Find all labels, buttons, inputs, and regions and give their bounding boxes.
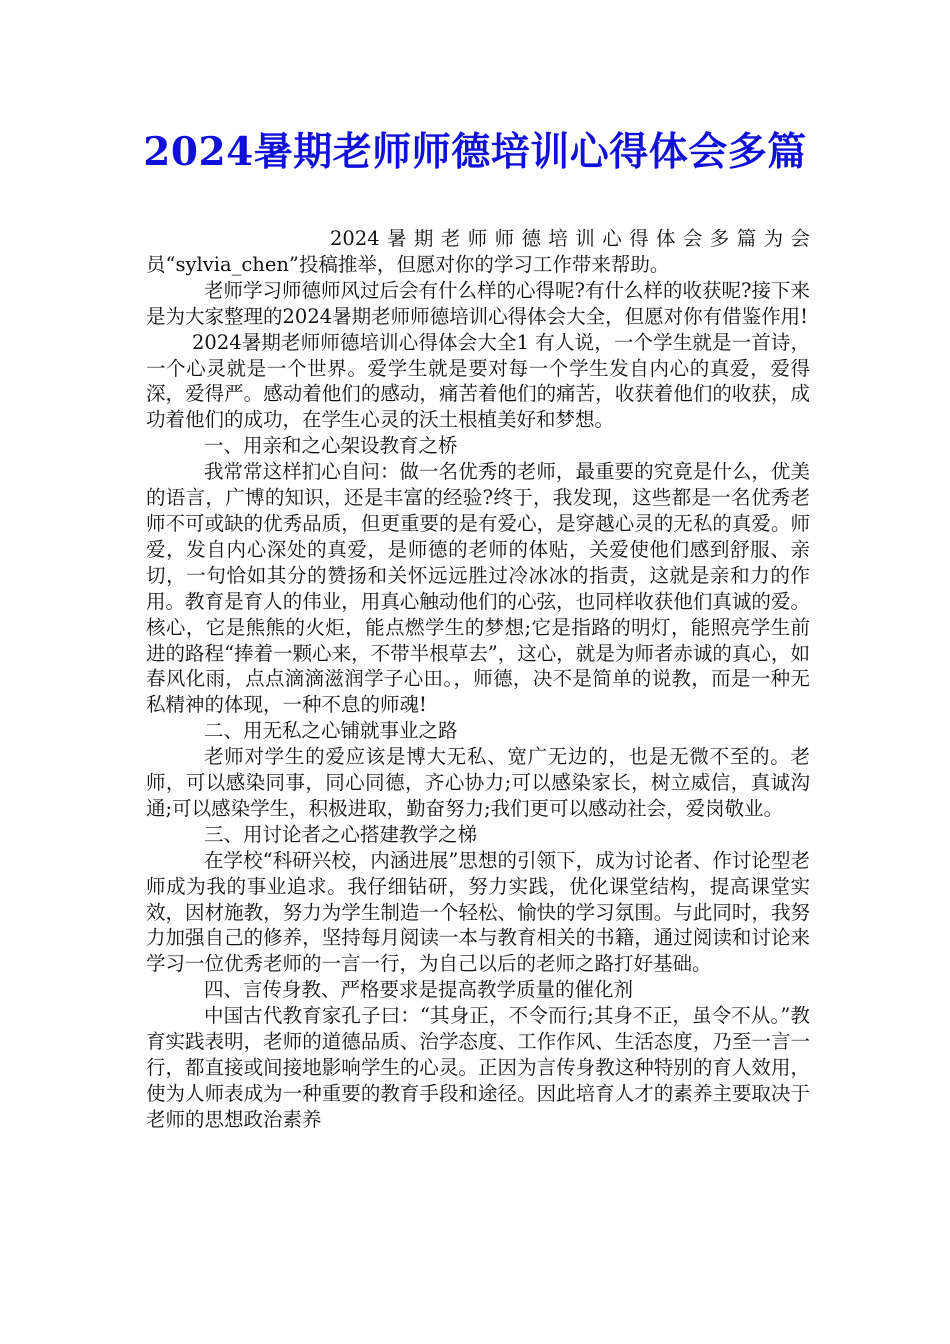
document-title: 2024暑期老师师德培训心得体会多篇 bbox=[143, 129, 807, 175]
paragraph-section-2: 老师对学生的爱应该是博大无私、宽广无边的，也是无微不至的。老师，可以感染同事，同心同德，齐心协力;可以感染家长，树立威信，真诚沟通;可以感染学生，积极进取，勤奋努力;我们更可以感动社会，爱岗敬业。 bbox=[146, 745, 810, 820]
paragraph-preface: 老师学习师德师风过后会有什么样的心得呢?有什么样的收获呢?接下来是为大家整理的2024暑期老师师德培训心得体会大全，但愿对你有借鉴作用! bbox=[146, 278, 810, 328]
paragraph-essay-1-opening: 2024暑期老师师德培训心得体会大全1 有人说，一个学生就是一首诗，一个心灵就是一个世界。爱学生就是要对每一个学生发自内心的真爱，爱得深，爱得严。感动着他们的感动，痛苦着他们的痛苦，收获着他们的收获，成功着他们的成功，在学生心灵的沃土根植美好和梦想。 bbox=[146, 330, 810, 432]
section-heading-2: 二、用无私之心铺就事业之路 bbox=[204, 719, 458, 743]
paragraph-section-4: 中国古代教育家孔子曰：“其身正，不令而行;其身不正，虽令不从。”教育实践表明，老师的道德品质、治学态度、工作作风、生活态度，乃至一言一行，都直接或间接地影响学生的心灵。正因为言传身教这种特别的育人效用，使为人师表成为一种重要的教育手段和途径。因此培育人才的素养主要取决于老师的思想政治素养 bbox=[146, 1004, 810, 1131]
section-heading-3: 三、用讨论者之心搭建教学之梯 bbox=[204, 822, 478, 846]
paragraph-section-1: 我常常这样扪心自问：做一名优秀的老师，最重要的究竟是什么，优美的语言，广博的知识，还是丰富的经验?终于，我发现，这些都是一名优秀老师不可或缺的优秀品质，但更重要的是有爱心，是穿越心灵的无私的真爱。师爱，发自内心深处的真爱，是师德的老师的体贴，关爱使他们感到舒服、亲切，一句恰如其分的赞扬和关怀远远胜过冷冰冰的指责，这就是亲和力的作用。教育是育人的伟业，用真心触动他们的心弦，也同样收获他们真诚的爱。核心，它是熊熊的火炬，能点燃学生的梦想;它是指路的明灯，能照亮学生前进的路程“捧着一颗心来，不带半根草去”，这心，就是为师者赤诚的真心，如春风化雨，点点滴滴滋润学子心田。，师德，决不是简单的说教，而是一种无私精神的体现，一种不息的师魂! bbox=[146, 460, 810, 717]
intro-paragraph: 2024暑期老师师德培训心得体会多篇为会员“sylvia_chen”投稿推举，但愿对你的学习工作带来帮助。 bbox=[146, 227, 810, 276]
paragraph-section-3: 在学校“科研兴校，内涵进展”思想的引领下，成为讨论者、作讨论型老师成为我的事业追求。我仔细钻研，努力实践，优化课堂结构，提高课堂实效，因材施教，努力为学生制造一个轻松、愉快的学习氛围。与此同时，我努力加强自己的修养，坚持每月阅读一本与教育相关的书籍，通过阅读和讨论来学习一位优秀老师的一言一行，为自己以后的老师之路打好基础。 bbox=[146, 848, 810, 976]
document-body bbox=[146, 226, 810, 1133]
section-heading-1: 一、用亲和之心架设教育之桥 bbox=[204, 434, 458, 458]
section-heading-4: 四、言传身教、严格要求是提高教学质量的催化剂 bbox=[204, 978, 634, 1002]
